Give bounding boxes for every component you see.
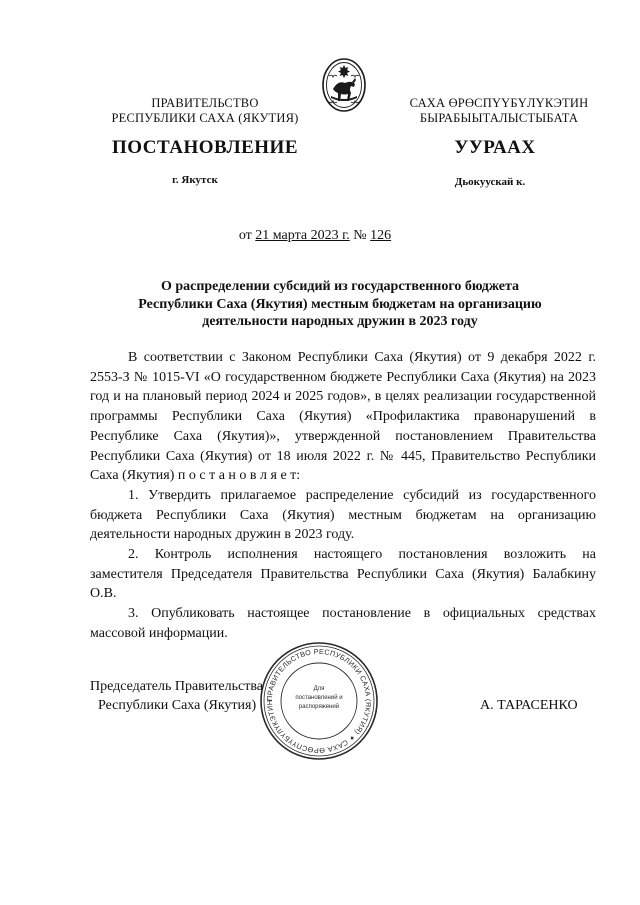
document-number: 126: [370, 228, 392, 243]
city-ru: г. Якутск: [172, 174, 218, 186]
seal-center-line1: Для: [313, 686, 325, 692]
document-date: 21 марта 2023 г.: [255, 228, 350, 243]
seal-center-line2: постановлений и: [295, 695, 343, 701]
document-title: [90, 278, 590, 331]
signatory-name: А. ТАРАСЕНКО: [480, 698, 578, 713]
signatory-position-line2: Республики Саха (Якутия): [98, 698, 257, 713]
city-sah: Дьокуускай к.: [454, 176, 526, 188]
item-1-paragraph: 1. Утвердить прилагаемое распределение субсидий из государственного бюджета Республики Саха (Якутия) местным бюджетам на организацию деятельности народных дружин в 2023 году.: [90, 487, 596, 543]
title-line-1: О распределении субсидий из государственного бюджета: [160, 279, 520, 294]
coat-of-arms-emblem: [321, 56, 367, 114]
doc-type-ru: ПОСТАНОВЛЕНИЕ: [111, 137, 299, 158]
item-3-paragraph: 3. Опубликовать настоящее постановление в официальных средствах массовой информации.: [90, 606, 596, 641]
org-name-sah-line2: БЫРАБЫЫТАЛЫСТЫБАТА: [419, 111, 579, 125]
signatory-position-line1: Председатель Правительства: [90, 679, 263, 694]
document-body: [90, 348, 596, 644]
item-2-paragraph: 2. Контроль исполнения настоящего постановления возложить на заместителя Председателя Правительства Республики Саха (Якутия) Балабкину О.В.: [90, 547, 596, 602]
org-name-sah-line1: САХА ӨРӨСПҮҮБҮЛҮКЭТИН: [409, 96, 589, 110]
org-name-ru: [100, 96, 310, 126]
seal-center-line3: распоряжений: [298, 704, 340, 710]
number-sign: №: [353, 228, 367, 243]
org-name-ru-line2: РЕСПУБЛИКИ САХА (ЯКУТИЯ): [111, 111, 299, 125]
emblem-icon: [321, 56, 367, 114]
title-line-3: деятельности народных дружин в 2023 году: [202, 314, 478, 329]
org-name-ru-line1: ПРАВИТЕЛЬСТВО: [151, 96, 259, 110]
seal-icon: [258, 640, 380, 762]
org-name-sah: [388, 96, 610, 126]
doc-type-sah: УУРААХ: [454, 137, 536, 158]
title-line-2: Республики Саха (Якутия) местным бюджетам на организацию: [138, 296, 542, 312]
preamble-paragraph: В соответствии с Законом Республики Саха (Якутия) от 9 декабря 2022 г. 2553-З № 1015-VI «О государственном бюджете Республики Саха (Якутия) на 2023 год и на плановый период 2024 и 2025 годов», в целях реализации государственной программы Республики Саха (Якутия) «Профилактика правонарушений в Республике Саха (Якутия)», утвержденной постановлением Правительства Республики Саха (Якутия) от 18 июля 2022 г. № 445, Правительство Республики Саха (Якутия) п о с т а н о в л я е т:: [90, 350, 596, 484]
seal-ring-text: ПРАВИТЕЛЬСТВО РЕСПУБЛИКИ САХА (ЯКУТИЯ) ✦ САХА ӨРӨСПҮҮБҮЛҮКЭТИН: [264, 646, 374, 756]
date-prefix: от: [238, 228, 252, 243]
official-seal: [258, 640, 380, 762]
date-number-line: [150, 228, 480, 244]
